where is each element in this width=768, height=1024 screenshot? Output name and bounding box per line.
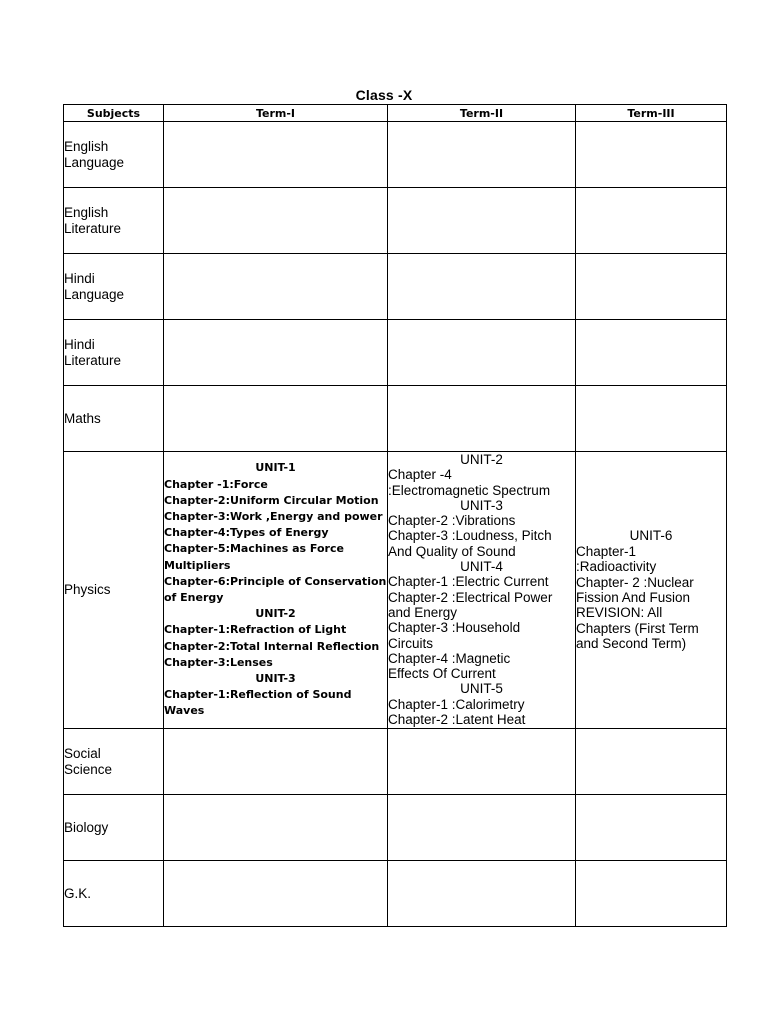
chapter-line: Chapter-3:Work ,Energy and power <box>164 509 383 523</box>
term-3-cell <box>576 861 727 927</box>
subject-name-line: Social <box>64 746 101 761</box>
subject-row-biology <box>64 795 727 861</box>
subject-row-maths <box>64 386 727 452</box>
chapter-line: REVISION: All <box>576 605 663 621</box>
chapter-line: Chapter-1 <box>576 543 637 559</box>
subject-row-hindi-language <box>64 254 727 320</box>
chapter-line: Chapter-6:Principle of Conservation <box>164 574 387 588</box>
chapter-line: Chapter-2:Uniform Circular Motion <box>164 493 379 507</box>
chapter-line: Circuits <box>388 635 434 651</box>
term-3-cell <box>576 320 727 386</box>
term-1-cell <box>164 188 388 254</box>
subject-row-physics <box>64 452 727 729</box>
subject-row-english-language <box>64 122 727 188</box>
chapter-line: and Second Term) <box>576 636 687 652</box>
chapter-line: Chapter-3 :Household <box>388 620 521 636</box>
term-3-cell <box>576 795 727 861</box>
term-1-cell <box>164 729 388 795</box>
unit-heading: UNIT-1 <box>255 461 296 475</box>
subject-name <box>64 795 164 861</box>
subject-name <box>64 320 164 386</box>
term-2-cell <box>388 254 576 320</box>
subject-name-line: Language <box>64 286 125 302</box>
chapter-line: Chapter-2 :Vibrations <box>388 513 516 529</box>
chapter-line: Chapter -1:Force <box>164 477 268 491</box>
term-3-cell <box>576 729 727 795</box>
term-2-cell <box>388 386 576 452</box>
header-row <box>64 105 727 122</box>
chapter-line: Chapter-1 :Calorimetry <box>388 696 525 712</box>
subject-name <box>64 452 164 729</box>
chapter-line: Fission And Fusion <box>576 590 691 605</box>
chapter-line: Chapter-1 :Electric Current <box>388 574 549 590</box>
chapter-line: :Radioactivity <box>576 559 657 575</box>
subject-name-line: Hindi <box>64 337 95 352</box>
term-3-cell <box>576 254 727 320</box>
term-1-cell <box>164 861 388 927</box>
term-3-cell <box>576 122 727 188</box>
term-3-cell <box>576 386 727 452</box>
subject-name-line: Literature <box>64 220 122 236</box>
unit-heading: UNIT-2 <box>460 452 503 467</box>
chapter-line: Effects Of Current <box>388 666 496 682</box>
term-2-cell <box>388 861 576 927</box>
subject-name <box>64 386 164 452</box>
chapter-line: Chapter-2 :Electrical Power <box>388 589 553 605</box>
chapter-line: Chapter -4 <box>388 467 452 483</box>
unit-heading: UNIT-2 <box>255 607 296 621</box>
subject-name-line: Maths <box>64 410 101 426</box>
subject-row-hindi-literature <box>64 320 727 386</box>
subject-row-g-k <box>64 861 727 927</box>
chapter-line: Chapter- 2 :Nuclear <box>576 574 694 590</box>
subject-name <box>64 122 164 188</box>
chapter-line: Chapter-1:Reflection of Sound <box>164 688 352 702</box>
subject-name <box>64 254 164 320</box>
chapter-line: :Electromagnetic Spectrum <box>388 482 551 498</box>
chapter-line: Chapter-4 :Magnetic <box>388 650 511 666</box>
unit-heading: UNIT-3 <box>460 497 503 513</box>
chapter-line: Chapter-3:Lenses <box>164 655 273 669</box>
chapter-line: Waves <box>164 704 205 718</box>
chapter-line: Chapter-2 :Latent Heat <box>388 712 526 728</box>
subject-name-line: Language <box>64 154 125 170</box>
subject-name-line: Hindi <box>64 271 95 286</box>
term-1-cell <box>164 795 388 861</box>
subject-row-english-literature <box>64 188 727 254</box>
subject-name <box>64 861 164 927</box>
unit-heading: UNIT-5 <box>460 681 503 697</box>
subject-name-line: G.K. <box>64 885 92 901</box>
header-term-1: Term-I <box>164 105 388 122</box>
unit-heading: UNIT-3 <box>255 672 296 686</box>
syllabus-table <box>63 104 727 927</box>
chapter-line: of Energy <box>164 591 224 604</box>
term-1-cell <box>164 452 388 729</box>
chapter-line: Chapter-5:Machines as Force <box>164 542 344 556</box>
subject-row-social-science <box>64 729 727 795</box>
header-subjects: Subjects <box>64 105 164 122</box>
page-title: Class -X <box>355 87 413 103</box>
term-1-cell <box>164 386 388 452</box>
subject-name-line: English <box>64 139 109 154</box>
unit-heading: UNIT-6 <box>629 528 673 544</box>
subject-name-line: Biology <box>64 819 109 835</box>
chapter-line: Chapters (First Term <box>576 620 699 636</box>
subject-name-line: Physics <box>64 582 111 598</box>
header-term-3: Term-III <box>576 105 727 122</box>
chapter-line: Chapter-1:Refraction of Light <box>164 623 347 637</box>
header-term-2: Term-II <box>388 105 576 122</box>
chapter-line: and Energy <box>388 604 458 620</box>
term-2-cell <box>388 122 576 188</box>
term-2-cell <box>388 452 576 729</box>
term-2-cell <box>388 320 576 386</box>
subject-name-line: English <box>64 205 109 220</box>
term-2-cell <box>388 795 576 861</box>
chapter-line: Chapter-2:Total Internal Reflection <box>164 639 380 653</box>
subject-name <box>64 729 164 795</box>
chapter-line: Multipliers <box>164 558 231 572</box>
term-2-cell <box>388 729 576 795</box>
term-3-cell <box>576 188 727 254</box>
chapter-line: Chapter-4:Types of Energy <box>164 526 329 540</box>
term-1-cell <box>164 254 388 320</box>
term-3-cell <box>576 452 727 729</box>
chapter-line: Chapter-3 :Loudness, Pitch <box>388 528 552 544</box>
subject-name <box>64 188 164 254</box>
term-2-cell <box>388 188 576 254</box>
subject-name-line: Science <box>64 761 113 777</box>
chapter-line: And Quality of Sound <box>388 543 516 559</box>
subject-name-line: Literature <box>64 352 122 368</box>
unit-heading: UNIT-4 <box>460 559 503 575</box>
term-1-cell <box>164 122 388 188</box>
term-1-cell <box>164 320 388 386</box>
